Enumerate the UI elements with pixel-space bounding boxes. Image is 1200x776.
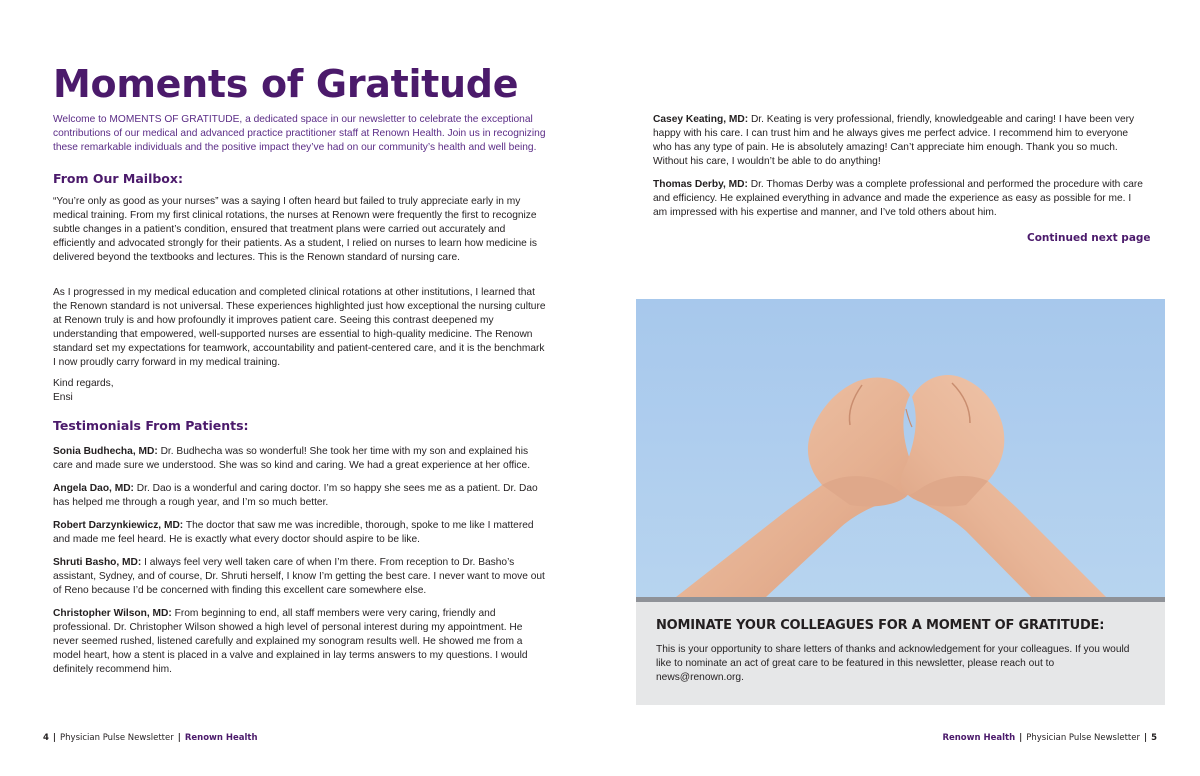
testimonial-text: The doctor that saw me was incredible, thorough, spoke to me like I mattered and made me feel heard. He is exactly what every doctor should aspire to be like.: [53, 520, 534, 545]
testimonial-item: [53, 607, 548, 677]
testimonial-item: [653, 178, 1143, 220]
testimonials-heading: Testimonials From Patients:: [53, 418, 249, 433]
signature-text: Ensi: [53, 392, 73, 403]
mailbox-heading: From Our Mailbox:: [53, 171, 183, 186]
footer-separator: |: [1143, 733, 1148, 743]
footer-separator: |: [52, 733, 57, 743]
page-title: Moments of Gratitude: [53, 62, 519, 106]
brand-name: Renown Health: [942, 733, 1016, 743]
newsletter-name: Physician Pulse Newsletter: [60, 733, 174, 743]
footer-left: [43, 733, 258, 743]
testimonials-left-column: [53, 445, 548, 686]
testimonial-text: Dr. Keating is very professional, friendly, knowledgeable and caring! I have been very happy with his care. I can trust him and he always gives me perfect advice. I recommend him to everyone who has any type of pain. He is absolutely amazing! Can’t appreciate him enough. Thank you so much. Without his care, I wouldn’t be able to do anything!: [653, 114, 1135, 167]
footer-separator: |: [1019, 733, 1023, 743]
testimonials-right-column: [653, 113, 1143, 229]
testimonial-item: [53, 445, 548, 473]
nominate-heading: NOMINATE YOUR COLLEAGUES FOR A MOMENT OF GRATITUDE:: [656, 618, 1105, 633]
page-number: 4: [43, 733, 49, 743]
testimonial-doctor-name: Robert Darzynkiewicz, MD:: [53, 520, 184, 531]
testimonial-text: I always feel very well taken care of when I’m there. From reception to Dr. Basho’s assistant, Sydney, and of course, Dr. Shruti herself, I know I’m getting the best care. I never want to move out of Reno because I’d be concerned with finding this excellent care somewhere else.: [53, 557, 545, 596]
testimonial-doctor-name: Christopher Wilson, MD:: [53, 608, 172, 619]
closing-text: Kind regards,: [53, 378, 114, 389]
testimonial-doctor-name: Shruti Basho, MD:: [53, 557, 142, 568]
testimonial-item: [53, 482, 548, 510]
testimonial-text: Dr. Budhecha was so wonderful! She took her time with my son and explained his care and made sure we understood. She was so kind and caring. We had a great experience at her office.: [53, 446, 531, 471]
page-number: 5: [1151, 733, 1157, 743]
testimonial-item: [53, 519, 548, 547]
testimonial-item: [653, 113, 1143, 169]
brand-name: Renown Health: [184, 733, 258, 743]
fingertip-joint: [906, 409, 912, 427]
testimonial-doctor-name: Sonia Budhecha, MD:: [53, 446, 158, 457]
testimonial-text: From beginning to end, all staff members were very caring, friendly and professional. Dr. Christopher Wilson showed a high level of personal interest during my appointment. He never seemed rushed, listened carefully and explained my sonogram results well. He showed me from a model heart, how a stent is placed in a valve and explained in lay terms answers to my questions. I would definitely recommend him.: [53, 608, 528, 675]
heart-hands-illustration: [636, 299, 1165, 597]
intro-text: Welcome to MOMENTS OF GRATITUDE, a dedicated space in our newsletter to celebrate the exceptional contributions of our medical and advanced practice practitioner staff at Renown Health. Join us in recognizing these remarkable individuals and the positive impact they’ve had on our community’s health and well being.: [53, 114, 546, 153]
testimonial-item: [53, 556, 548, 598]
footer-right: [942, 733, 1157, 743]
testimonial-doctor-name: Casey Keating, MD:: [653, 114, 749, 125]
nominate-text: This is your opportunity to share letters of thanks and acknowledgement for your colleagues. If you would like to nominate an act of great care to be featured in this newsletter, please reach out to news@renown.org.: [656, 644, 1130, 683]
mailbox-paragraph: As I progressed in my medical education and completed clinical rotations at other institutions, I learned that the Renown standard is not universal. These experiences highlighted just how exceptional the nursing culture at Renown truly is and how profoundly it improves patient care. Seeing this contrast deepened my understanding that empowered, well-supported nurses are essential to high-quality medicine. The Renown standard set my expectations for teamwork, accountability and patient-centered care, and it is the benchmark I now proudly carry forward in my medical training.: [53, 287, 546, 368]
mailbox-signoff: [53, 377, 548, 405]
testimonial-doctor-name: Thomas Derby, MD:: [653, 179, 748, 190]
nominate-panel: [636, 602, 1165, 705]
newsletter-name: Physician Pulse Newsletter: [1026, 733, 1140, 743]
heart-hands-photo: [636, 299, 1165, 597]
footer-separator: |: [177, 733, 181, 743]
mailbox-paragraph: “You’re only as good as your nurses” was a saying I often heard but failed to truly appreciate early in my medical training. From my first clinical rotations, the nurses at Renown were frequently the first to recognize subtle changes in a patient’s condition, ensured that treatment plans were carried out accurately and efficiently and advocated strongly for their patients. As a student, I relied on nurses to learn how medicine is delivered beyond the textbooks and lectures. This is the Renown standard of nursing care.: [53, 196, 537, 263]
testimonial-text: Dr. Thomas Derby was a complete professional and performed the procedure with care and efficiency. He explained everything in advance and made the experience as easy as possible for me. I am impressed with his expertise and manner, and I’ve told others about him.: [653, 179, 1143, 218]
continued-next-page-link[interactable]: Continued next page: [1027, 232, 1151, 244]
testimonial-doctor-name: Angela Dao, MD:: [53, 483, 134, 494]
testimonial-text: Dr. Dao is a wonderful and caring doctor. I’m so happy she sees me as a patient. Dr. Dao has helped me through a rough year, and I’m so much better.: [53, 483, 538, 508]
